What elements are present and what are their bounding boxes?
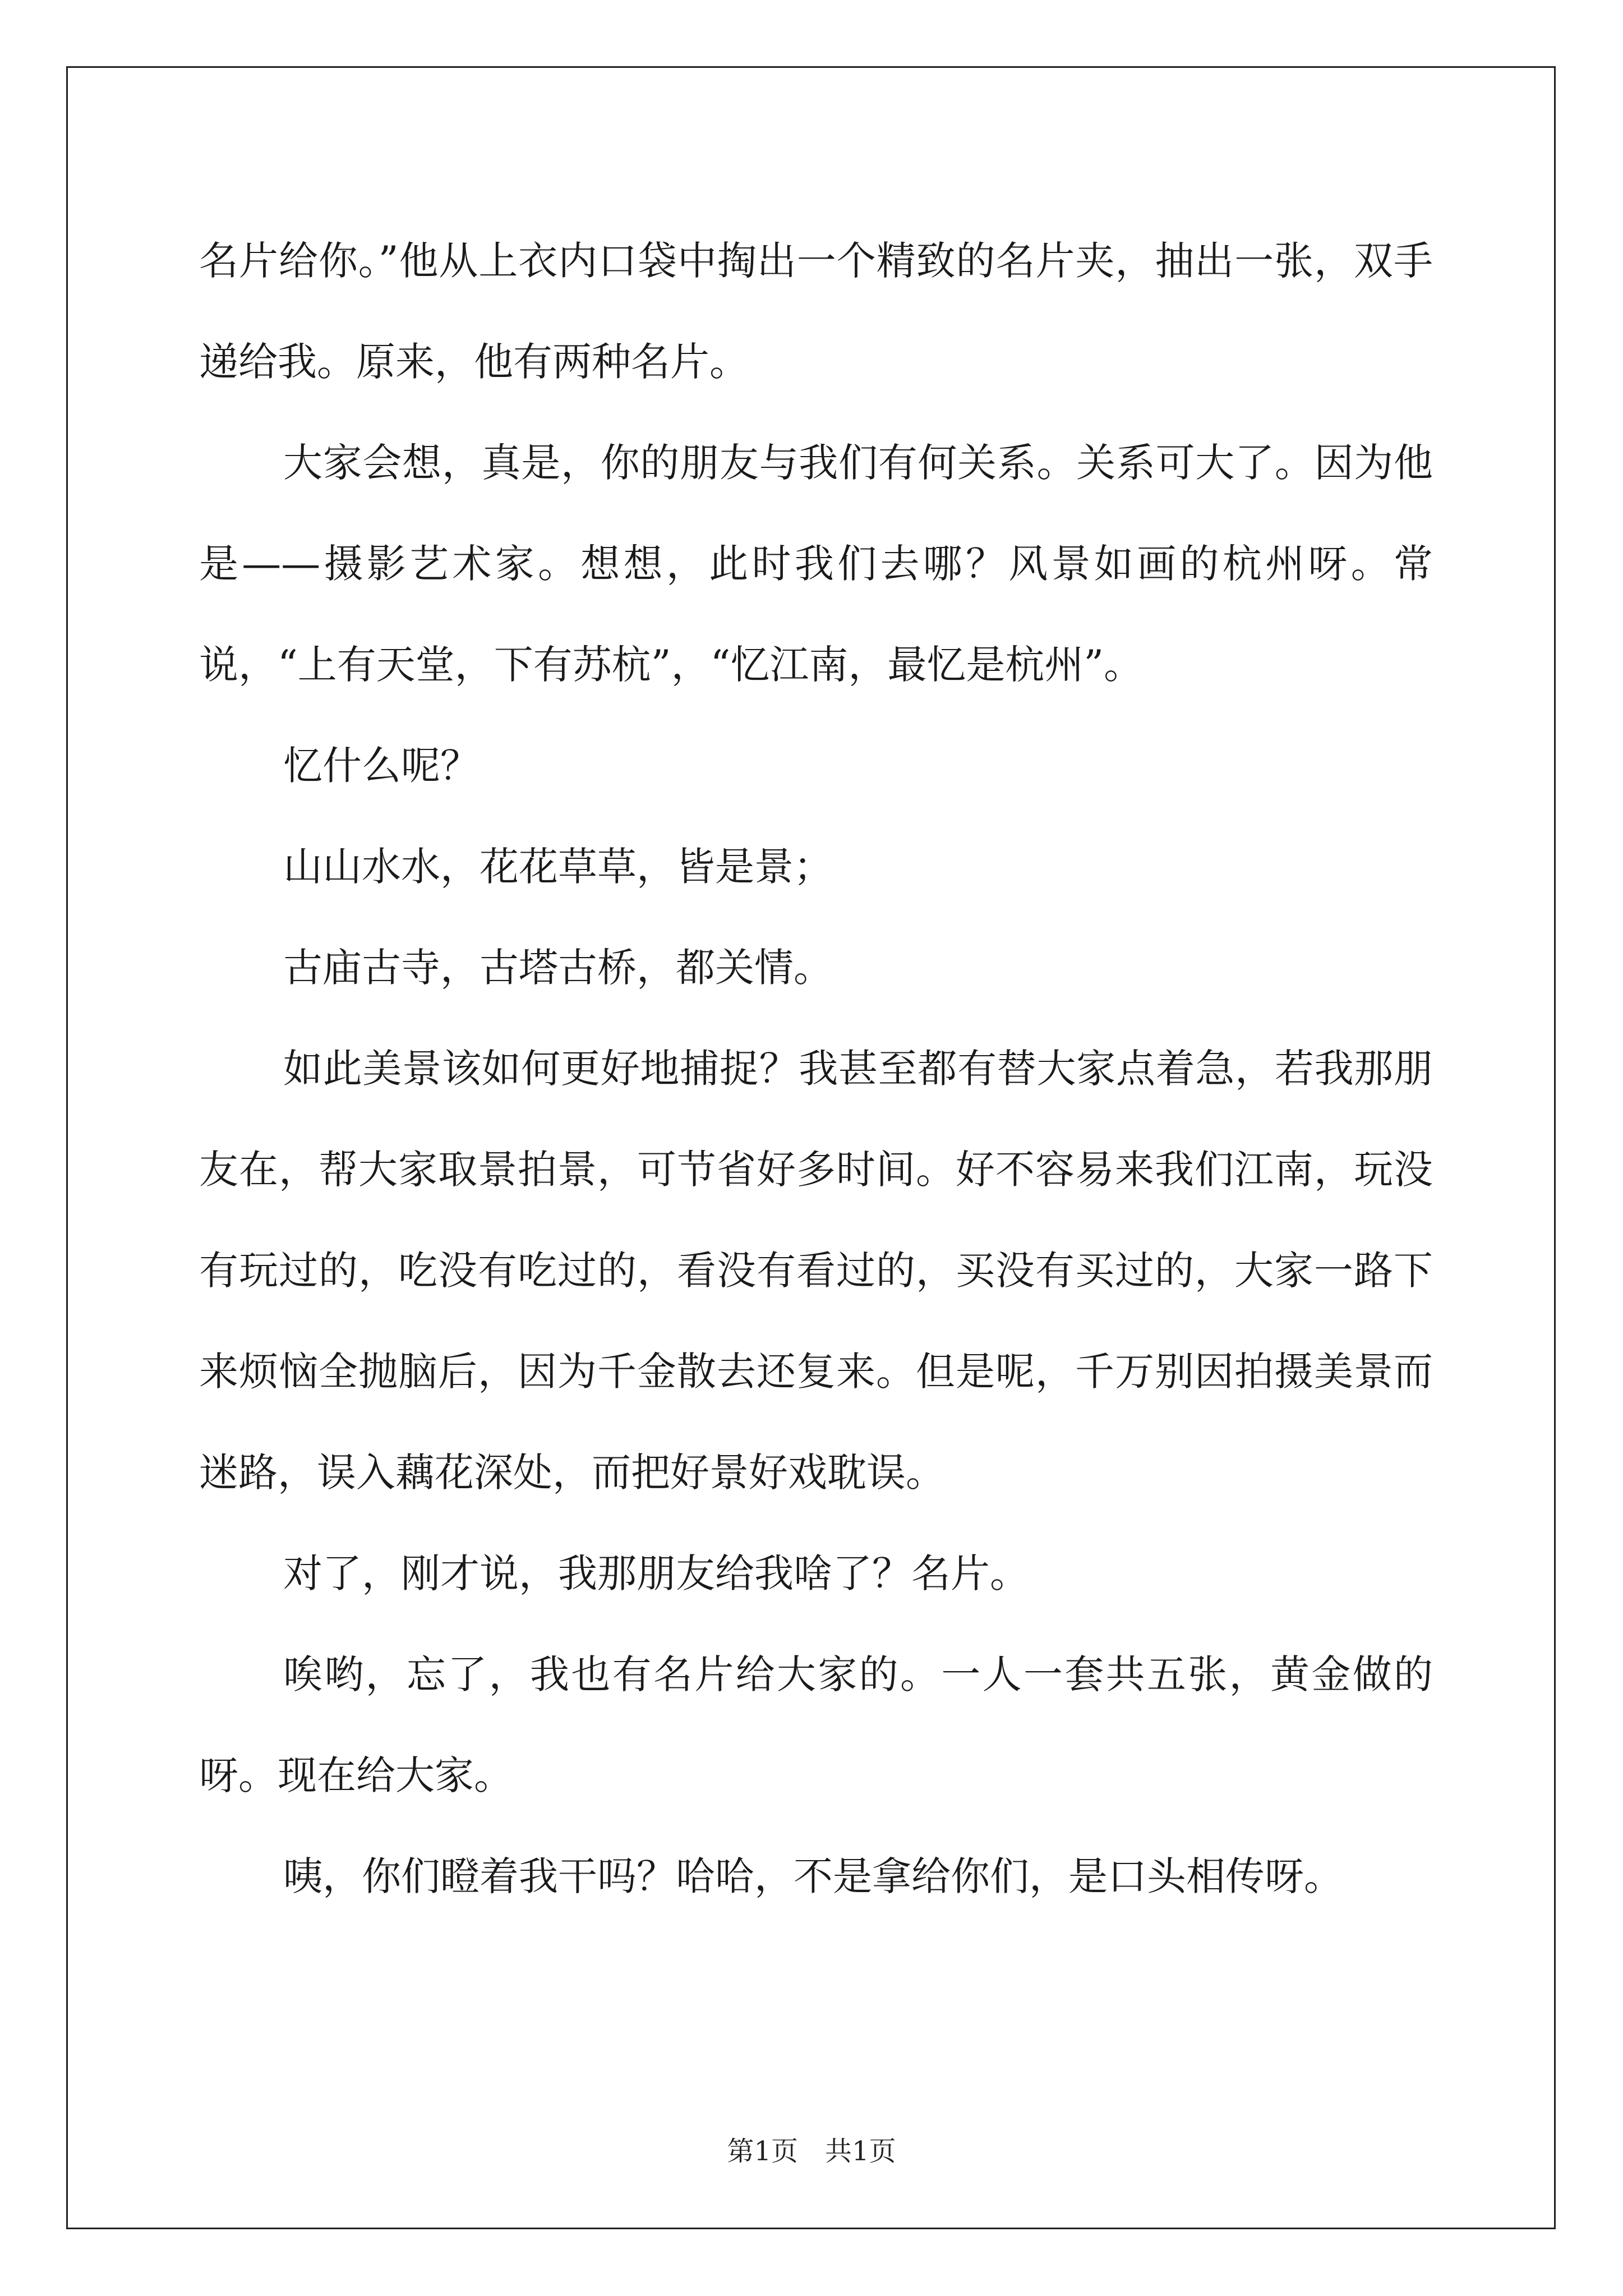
paragraph: 名片给你。”他从上衣内口袋中掏出一个精致的名片夹，抽出一张，双手递给我。原来，他有两种名片。 — [199, 238, 1433, 385]
paragraph: 忆什么呢？ — [283, 743, 479, 789]
page-number-footer: 第1页 共1页 — [727, 2136, 896, 2167]
paragraph: 咦，你们瞪着我干吗？哈哈，不是拿给你们，是口头相传呀。 — [283, 1853, 1343, 1899]
paragraph: 古庙古寺，古塔古桥，都关情。 — [283, 945, 833, 991]
paragraph: 对了，刚才说，我那朋友给我啥了？名片。 — [283, 1550, 1029, 1596]
paragraph: 大家会想，真是，你的朋友与我们有何关系。关系可大了。因为他是——摄影艺术家。想想，此时我们去哪？风景如画的杭州呀。常说，“上有天堂，下有苏杭”，“忆江南，最忆是杭州”。 — [199, 440, 1433, 688]
document-body — [199, 210, 1433, 1927]
paragraph: 唉哟，忘了，我也有名片给大家的。一人一套共五张，黄金做的呀。现在给大家。 — [199, 1651, 1433, 1798]
paragraph: 如此美景该如何更好地捕捉？我甚至都有替大家点着急，若我那朋友在，帮大家取景拍景，可节省好多时间。好不容易来我们江南，玩没有玩过的，吃没有吃过的，看没有看过的，买没有买过的，大家一路下来烦恼全抛脑后，因为千金散去还复来。但是呢，千万别因拍摄美景而迷路，误入藕花深处，而把好景好戏耽误。 — [199, 1046, 1433, 1496]
paragraph: 山山水水，花花草草，皆是景； — [283, 844, 833, 890]
